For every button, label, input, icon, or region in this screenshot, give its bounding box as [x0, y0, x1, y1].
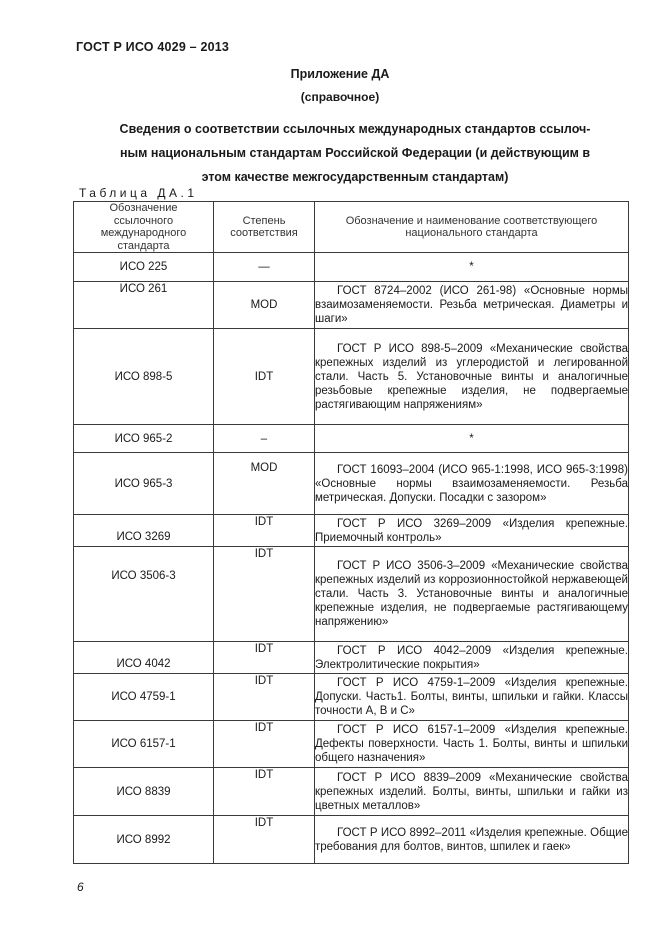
degree-cell: IDT — [214, 816, 315, 864]
national-standard-text: ГОСТ Р ИСО 6157-1–2009 «Изделия крепежные. Дефекты поверхности. Часть 1. Болты, винты и шпильки общего назначения» — [315, 724, 628, 764]
degree-cell: IDT — [214, 768, 315, 816]
table-row — [74, 547, 629, 642]
heading-line: этом качестве межгосударственным стандартам) — [201, 170, 509, 184]
degree-cell: MOD — [214, 282, 315, 329]
national-standard-cell — [315, 674, 629, 721]
national-standard-cell: * — [315, 425, 629, 453]
degree-cell: — — [214, 253, 315, 282]
intl-standard-cell: ИСО 6157-1 — [74, 721, 214, 768]
national-standard-text: ГОСТ 8724–2002 (ИСО 261-98) «Основные нормы взаимозаменяемости. Резьба метрическая. Диаметры и шаги» — [315, 285, 628, 325]
appendix-heading — [80, 117, 630, 189]
table-header-row — [74, 202, 629, 253]
national-standard-cell — [315, 547, 629, 642]
national-standard-text: ГОСТ Р ИСО 4759-1–2009 «Изделия крепежные. Допуски. Часть1. Болты, винты, шпильки и гайки. Классы точности A, B и C» — [315, 677, 628, 717]
intl-standard-cell: ИСО 4759-1 — [74, 674, 214, 721]
table-row — [74, 515, 629, 547]
national-standard-cell — [315, 453, 629, 515]
page-number: 6 — [77, 880, 84, 894]
appendix-subtitle: (справочное) — [300, 90, 380, 104]
appendix-title: Приложение ДА — [290, 67, 390, 81]
national-standard-cell — [315, 768, 629, 816]
header-degree: Степень соответствия — [214, 202, 315, 253]
intl-standard-cell: ИСО 8992 — [74, 816, 214, 864]
degree-cell: MOD — [214, 453, 315, 515]
table-row — [74, 816, 629, 864]
table-row — [74, 721, 629, 768]
intl-standard-cell: ИСО 4042 — [74, 642, 214, 674]
national-standard-text: ГОСТ Р ИСО 898-5–2009 «Механические свойства крепежных изделий из углеродистой и легированной стали. Часть 5. Установочные винты и аналогичные резьбовые крепежные изделия, не подвергаемые растягивающим напряжениям» — [315, 342, 628, 411]
document-code: ГОСТ Р ИСО 4029 – 2013 — [76, 40, 230, 54]
national-standard-cell — [315, 721, 629, 768]
degree-cell: IDT — [214, 329, 315, 425]
heading-line: ным национальным стандартам Российской Федерации (и действующим в — [119, 146, 591, 160]
degree-cell: IDT — [214, 547, 315, 642]
intl-standard-cell: ИСО 3506-3 — [74, 547, 214, 642]
table-row — [74, 768, 629, 816]
intl-standard-cell: ИСО 898-5 — [74, 329, 214, 425]
national-standard-cell — [315, 329, 629, 425]
table-row — [74, 425, 629, 453]
degree-cell: IDT — [214, 642, 315, 674]
table-row — [74, 253, 629, 282]
heading-line: Сведения о соответствии ссылочных международных стандартов ссылоч- — [119, 122, 591, 136]
table-row — [74, 674, 629, 721]
degree-cell: – — [214, 425, 315, 453]
header-national-standard: Обозначение и наименование соответствующего национального стандарта — [315, 202, 629, 253]
intl-standard-cell: ИСО 225 — [74, 253, 214, 282]
national-standard-cell — [315, 282, 629, 329]
intl-standard-cell: ИСО 8839 — [74, 768, 214, 816]
intl-standard-cell: ИСО 261 — [74, 282, 214, 329]
table-row — [74, 642, 629, 674]
correspondence-table — [73, 201, 629, 864]
national-standard-text: ГОСТ Р ИСО 8992–2011 «Изделия крепежные. Общие требования для болтов, винтов, шпилек и гаек» — [315, 826, 628, 853]
intl-standard-cell: ИСО 965-2 — [74, 425, 214, 453]
national-standard-cell — [315, 816, 629, 864]
national-standard-text: ГОСТ Р ИСО 3269–2009 «Изделия крепежные. Приемочный контроль» — [315, 517, 628, 544]
degree-cell: IDT — [214, 515, 315, 547]
intl-standard-cell: ИСО 3269 — [74, 515, 214, 547]
header-intl-standard: Обозначение ссылочного международного стандарта — [74, 202, 214, 253]
table-label: Таблица ДА.1 — [79, 186, 198, 200]
table-row — [74, 282, 629, 329]
degree-cell: IDT — [214, 674, 315, 721]
national-standard-text: ГОСТ Р ИСО 8839–2009 «Механические свойства крепежных изделий. Болты, винты, шпильки и гайки из цветных металлов» — [315, 771, 628, 812]
degree-cell: IDT — [214, 721, 315, 768]
national-standard-text: ГОСТ Р ИСО 3506-3–2009 «Механические свойства крепежных изделий из коррозионностойкой нержавеющей стали. Часть 3. Установочные винты и аналогичные крепежные изделия, не подвергаемые растягивающему напряжению» — [315, 560, 628, 628]
table-row — [74, 453, 629, 515]
national-standard-cell — [315, 515, 629, 547]
national-standard-cell: * — [315, 253, 629, 282]
national-standard-cell — [315, 642, 629, 674]
national-standard-text: ГОСТ Р ИСО 4042–2009 «Изделия крепежные. Электролитические покрытия» — [315, 644, 628, 671]
national-standard-text: ГОСТ 16093–2004 (ИСО 965-1:1998, ИСО 965-3:1998) «Основные нормы взаимозаменяемости. Резьба метрическая. Допуски. Посадки с зазором» — [315, 463, 628, 504]
table-row — [74, 329, 629, 425]
intl-standard-cell: ИСО 965-3 — [74, 453, 214, 515]
